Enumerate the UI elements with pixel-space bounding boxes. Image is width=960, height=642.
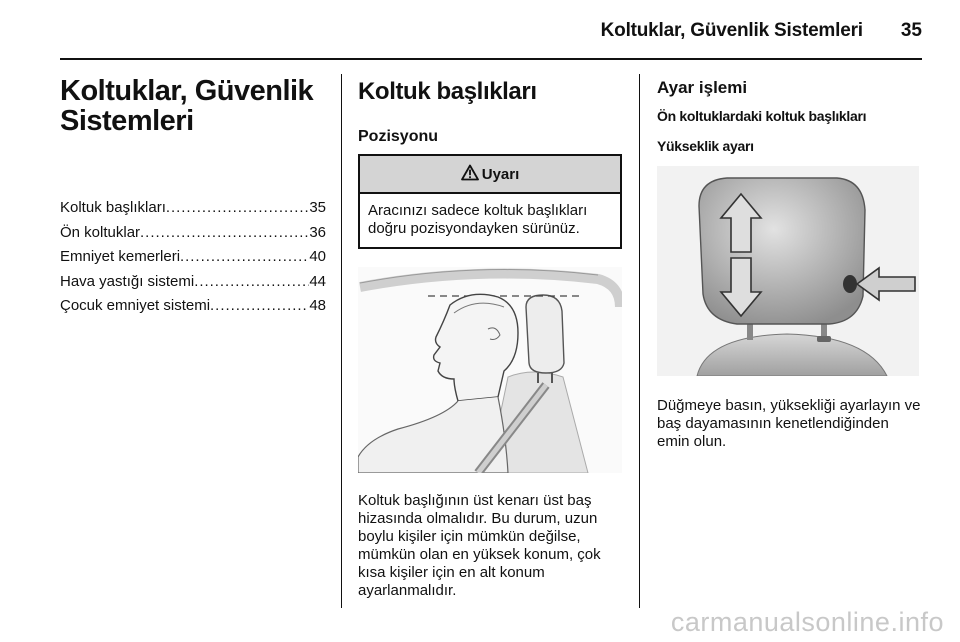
height-adjustment-text: Düğmeye basın, yüksekliği ayarlayın ve baş dayamasının kenetlendiğinden emin olun. xyxy=(657,397,921,450)
toc-leader xyxy=(166,196,309,221)
toc-item-page: 35 xyxy=(309,199,326,216)
toc-leader xyxy=(140,221,309,246)
front-headrests-subtitle: Ön koltuklardaki koltuk başlıkları xyxy=(657,108,867,124)
chapter-title-line-1: Koltuklar, Güvenlik xyxy=(60,75,314,107)
headrest-section xyxy=(358,78,622,600)
section-title: Koltuk başlıkları xyxy=(358,78,537,105)
toc-item[interactable] xyxy=(60,294,326,319)
height-adjustment-subtitle: Yükseklik ayarı xyxy=(657,138,754,154)
table-of-contents xyxy=(60,196,326,319)
section-subtitle: Pozisyonu xyxy=(358,128,439,145)
page-header xyxy=(60,14,922,48)
toc-item-page: 40 xyxy=(309,248,326,265)
header-title: Koltuklar, Güvenlik Sistemleri xyxy=(600,20,863,41)
chapter-column xyxy=(60,76,326,319)
adjustment-title: Ayar işlemi xyxy=(657,78,748,97)
toc-item-label: Koltuk başlıkları xyxy=(60,199,166,216)
watermark: carmanualsonline.info xyxy=(670,607,944,637)
adjustment-section xyxy=(657,78,921,451)
toc-item[interactable] xyxy=(60,221,326,246)
toc-item-label: Çocuk emniyet sistemi xyxy=(60,297,211,314)
toc-item[interactable] xyxy=(60,270,326,295)
warning-triangle-icon xyxy=(461,164,479,185)
chapter-title-line-2: Sistemleri xyxy=(60,105,194,137)
warning-text: Aracınızı sadece koltuk başlıkları doğru pozisyondayken sürünüz. xyxy=(368,202,588,237)
toc-item-label: Hava yastığı sistemi xyxy=(60,272,195,290)
toc-item-label: Emniyet kemerleri xyxy=(60,248,181,265)
toc-leader xyxy=(210,294,309,319)
headrest-position-text: Koltuk başlığının üst kenarı üst baş hizasında olmalıdır. Bu durum, uzun boylu kişiler için mümkün değilse, mümkün olan en yüksek konum, çok kısa kişiler için en alt konum ayarlanmalıdır. xyxy=(358,492,601,599)
page-number: 35 xyxy=(900,20,922,41)
toc-item-page: 36 xyxy=(309,223,326,241)
headrest-position-illustration xyxy=(358,267,622,473)
toc-leader xyxy=(194,270,309,295)
toc-item[interactable] xyxy=(60,196,326,221)
headrest-height-illustration xyxy=(657,166,919,376)
header-rule xyxy=(60,58,922,60)
toc-item-page: 48 xyxy=(309,297,326,314)
warning-label: Uyarı xyxy=(481,165,520,183)
warning-header xyxy=(360,156,620,194)
column-divider-2 xyxy=(639,74,640,608)
toc-leader xyxy=(180,245,309,270)
column-divider-1 xyxy=(341,74,342,608)
warning-box xyxy=(358,154,622,249)
chapter-title xyxy=(60,76,326,136)
toc-item-page: 44 xyxy=(309,272,326,290)
toc-item-label: Ön koltuklar xyxy=(60,223,141,241)
toc-item[interactable] xyxy=(60,245,326,270)
